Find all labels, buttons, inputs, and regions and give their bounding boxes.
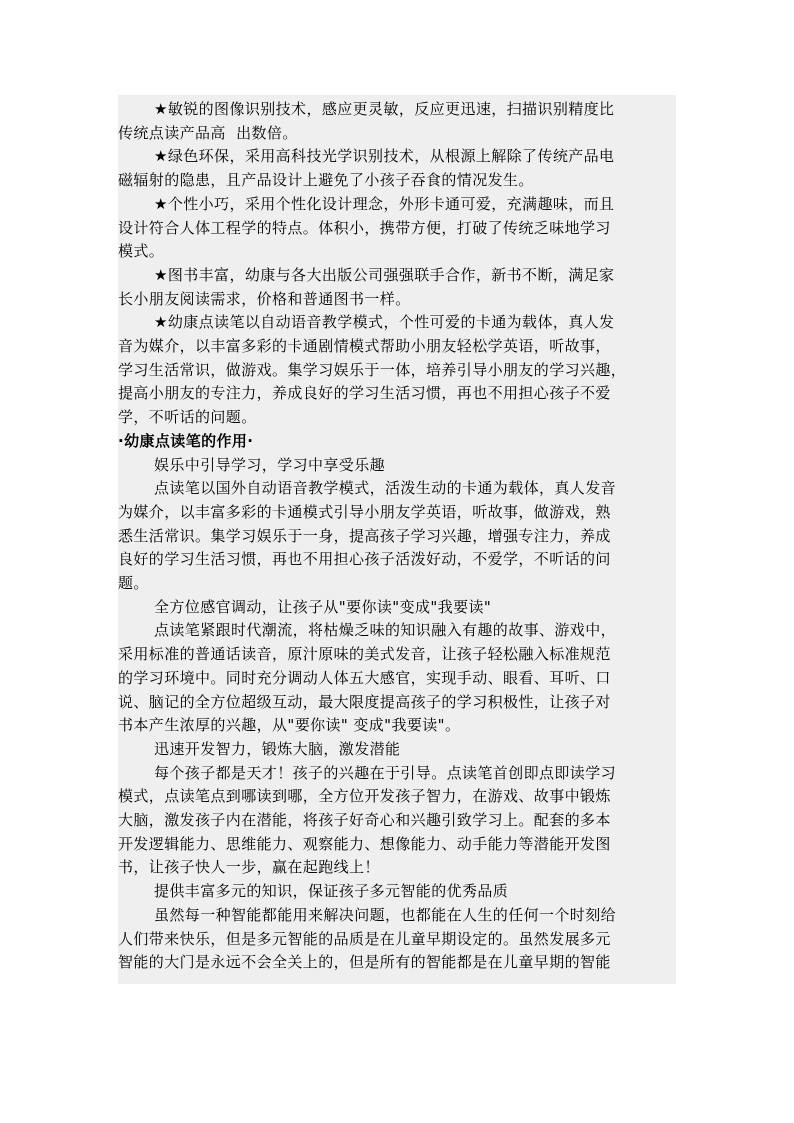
paragraph-line: ★敏锐的图像识别技术，感应更灵敏，反应更迅速，扫描识别精度比 [154, 100, 615, 118]
paragraph-line: 模式。 [118, 242, 165, 260]
paragraph-line: 开发逻辑能力、思维能力、观察能力、想像能力、动手能力等潜能开发图 [118, 835, 611, 853]
paragraph-line: 长小朋友阅读需求，价格和普通图书一样。 [118, 290, 411, 308]
section-heading: ·幼康点读笔的作用· [118, 432, 254, 450]
paragraph-line: 音为媒介，以丰富多彩的卡通剧情模式帮助小朋友轻松学英语，听故事， [118, 337, 611, 355]
paragraph-line: ★绿色环保，采用高科技光学识别技术，从根源上解除了传统产品电 [154, 147, 615, 165]
paragraph-line: 人们带来快乐，但是多元智能的品质是在儿童早期设定的。虽然发展多元 [118, 930, 611, 948]
paragraph-line: 提高小朋友的专注力，养成良好的学习生活习惯，再也不用担心孩子不爱 [118, 384, 611, 402]
paragraph-line: 提供丰富多元的知识，保证孩子多元智能的优秀品质 [154, 882, 509, 900]
paragraph-line: 娱乐中引导学习，学习中享受乐趣 [154, 456, 386, 474]
paragraph-line: 模式，点读笔点到哪读到哪，全方位开发孩子智力，在游戏、故事中锻炼 [118, 787, 611, 805]
paragraph-line: 大脑，激发孩子内在潜能，将孩子好奇心和兴趣引致学习上。配套的多本 [118, 811, 611, 829]
paragraph-line: 的学习环境中。同时充分调动人体五大感官，实现手动、眼看、耳听、口 [118, 669, 611, 687]
paragraph-line: 点读笔以国外自动语音教学模式，活泼生动的卡通为载体，真人发音 [154, 479, 617, 497]
paragraph-line: 学，不听话的问题。 [118, 408, 257, 426]
paragraph-line: 智能的大门是永远不会全关上的，但是所有的智能都是在儿童早期的智能 [118, 953, 611, 971]
paragraph-line: 书本产生浓厚的兴趣，从"要你读" 变成"我要读"。 [118, 716, 461, 734]
paragraph-line: 题。 [118, 574, 149, 592]
paragraph-line: 采用标准的普通话读音，原汁原味的美式发音，让孩子轻松融入标准规范 [118, 645, 611, 663]
paragraph-line: 虽然每一种智能都能用来解决问题，也都能在人生的任何一个时刻给 [154, 906, 617, 924]
paragraph-line: 书，让孩子快人一步，赢在起跑线上！ [118, 858, 380, 876]
paragraph-line: 每个孩子都是天才！孩子的兴趣在于引导。点读笔首创即点即读学习 [154, 764, 617, 782]
document-body [118, 95, 676, 984]
paragraph-line: 为媒介，以丰富多彩的卡通模式引导小朋友学英语，听故事，做游戏，熟 [118, 503, 611, 521]
paragraph-line: ★图书丰富，幼康与各大出版公司强强联手合作，新书不断，满足家 [154, 266, 615, 284]
paragraph-line: 学习生活常识，做游戏。集学习娱乐于一体，培养引导小朋友的学习兴趣， [118, 361, 627, 379]
paragraph-line: 全方位感官调动，让孩子从"要你读"变成"我要读" [154, 598, 492, 616]
paragraph-line: ★个性小巧，采用个性化设计理念，外形卡通可爱，充满趣味，而且 [154, 195, 615, 213]
paragraph-line: 传统点读产品高 出数倍。 [118, 124, 298, 142]
paragraph-line: 迅速开发智力，锻炼大脑，激发潜能 [154, 740, 401, 758]
paragraph-line: 磁辐射的隐患，且产品设计上避免了小孩子吞食的情况发生。 [118, 171, 534, 189]
paragraph-line: 悉生活常识。集学习娱乐于一身，提高孩子学习兴趣，增强专注力，养成 [118, 527, 611, 545]
paragraph-line: ★幼康点读笔以自动语音教学模式，个性可爱的卡通为载体，真人发 [154, 313, 615, 331]
paragraph-line: 点读笔紧跟时代潮流，将枯燥乏味的知识融入有趣的故事、游戏中， [154, 621, 617, 639]
paragraph-line: 良好的学习生活习惯，再也不用担心孩子活泼好动，不爱学，不听话的问 [118, 550, 611, 568]
paragraph-line: 设计符合人体工程学的特点。体积小，携带方便，打破了传统乏味地学习 [118, 219, 611, 237]
paragraph-line: 说、脑记的全方位超级互动，最大限度提高孩子的学习积极性，让孩子对 [118, 693, 611, 711]
